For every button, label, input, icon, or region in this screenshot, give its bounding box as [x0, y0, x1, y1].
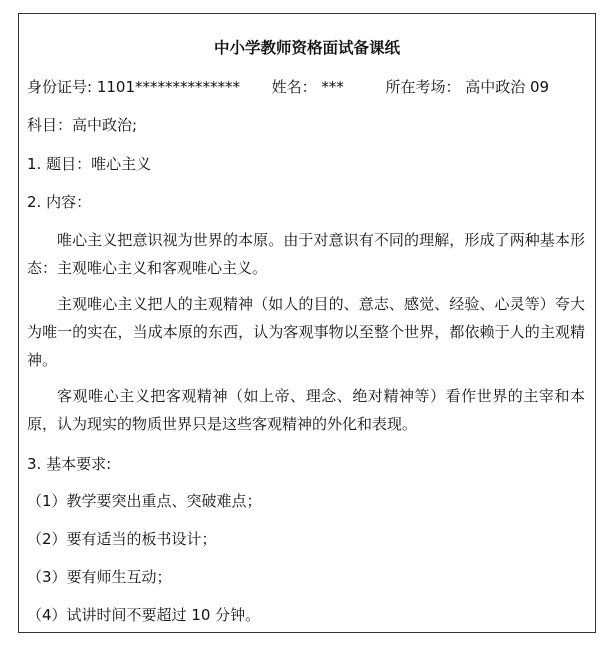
candidate-info-row: [27, 77, 587, 97]
subject-line: 科目：高中政治;: [27, 116, 138, 134]
venue-label: 所在考场：: [385, 78, 461, 96]
requirement-item-3: （3）要有师生互动；: [27, 568, 172, 586]
content-heading: 2. 内容：: [27, 193, 92, 211]
lesson-prep-sheet: [18, 13, 596, 633]
content-paragraph-3: 客观唯心主义把客观精神（如上帝、理念、绝对精神等）看作世界的主宰和本原，认为现实的物质世界只是这些客观精神的外化和表现。: [27, 387, 585, 433]
content-paragraph-1: 唯心主义把意识视为世界的本原。由于对意识有不同的理解，形成了两种基本形态：主观唯心主义和客观唯心主义。: [27, 231, 585, 277]
id-value: 1101**************: [96, 78, 241, 96]
id-label: 身份证号:: [27, 78, 93, 96]
requirement-item-1: （1）教学要突出重点、突破难点；: [27, 492, 262, 510]
name-value: ***: [321, 78, 344, 96]
name-label: 姓名：: [271, 78, 317, 96]
venue-value: 高中政治 09: [465, 78, 550, 96]
content-paragraph-2: 主观唯心主义把人的主观精神（如人的目的、意志、感觉、经验、心灵等）夸大为唯一的实在，当成本原的东西，认为客观事物以至整个世界，都依赖于人的主观精神。: [27, 295, 585, 369]
requirements-heading: 3. 基本要求:: [27, 455, 112, 473]
requirement-item-4: （4）试讲时间不要超过 10 分钟。: [27, 606, 261, 624]
requirement-item-2: （2）要有适当的板书设计；: [27, 530, 217, 548]
topic-line: 1. 题目：唯心主义: [27, 155, 152, 173]
page-title: 中小学教师资格面试备课纸: [213, 39, 400, 57]
